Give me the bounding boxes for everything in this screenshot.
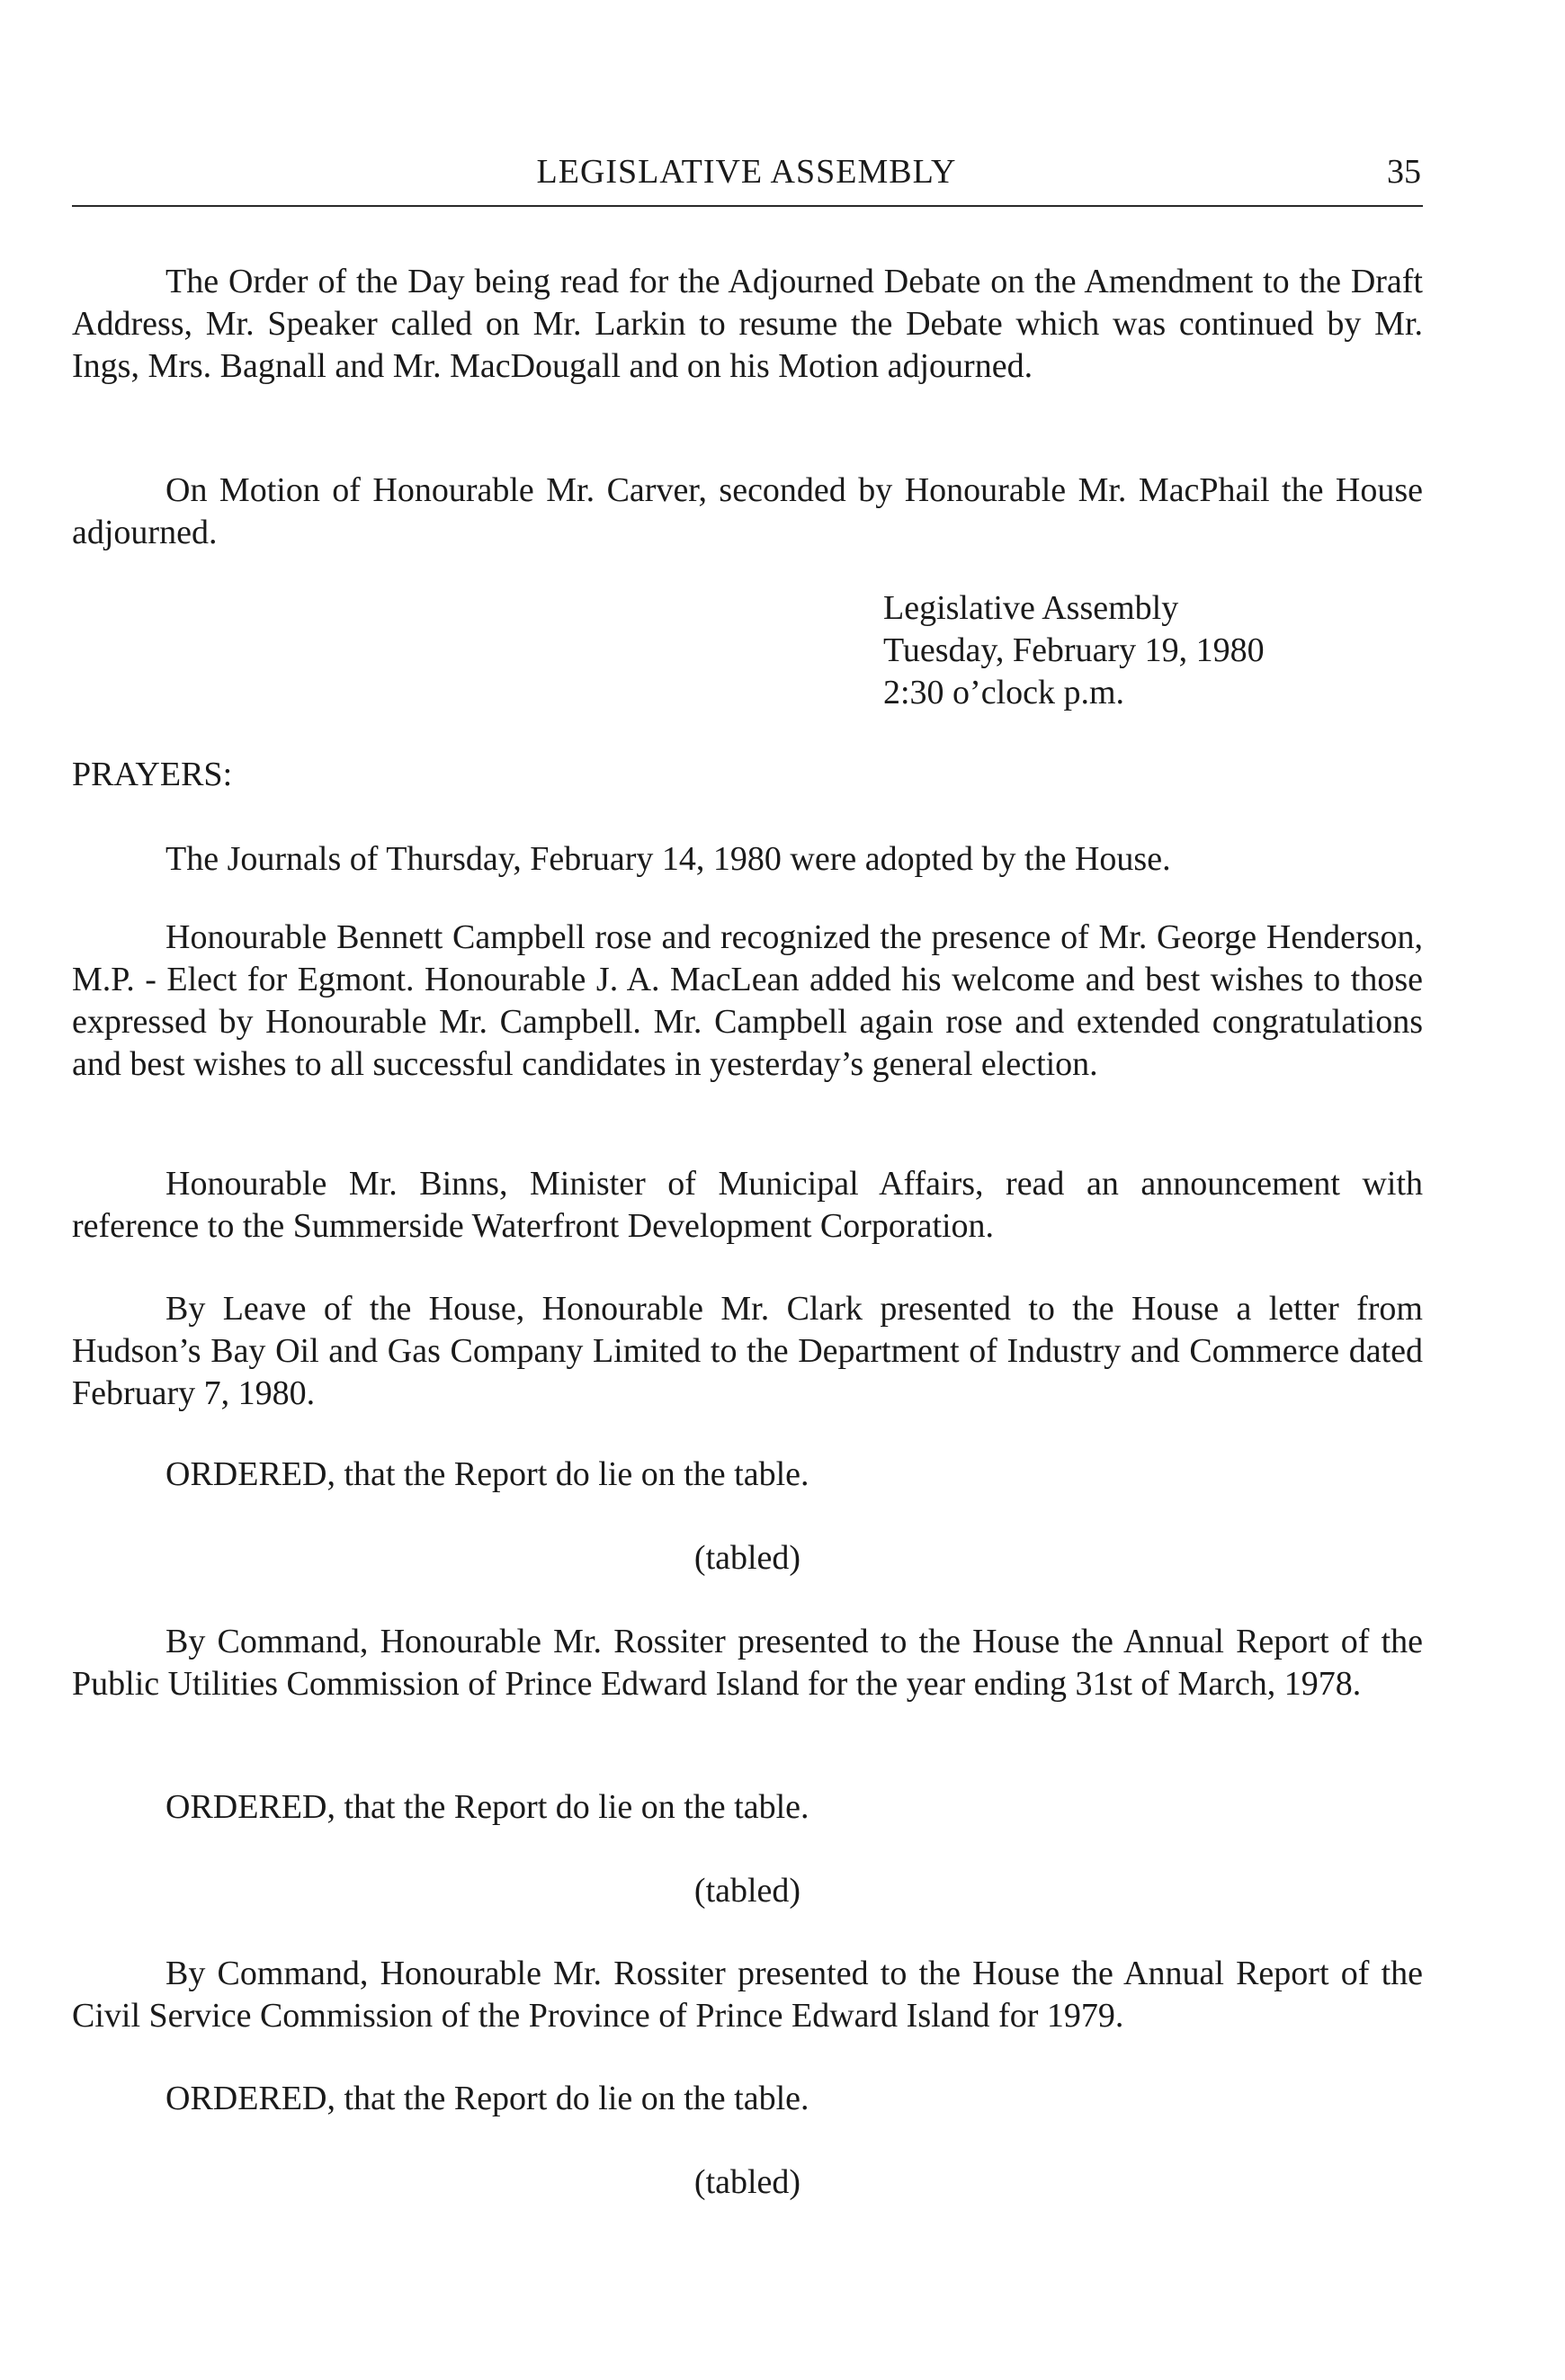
header-rule	[72, 205, 1423, 207]
tabled-note: (tabled)	[693, 1539, 801, 1577]
running-header	[72, 149, 1421, 194]
paragraph-campbell-welcome: Honourable Bennett Campbell rose and recognized the presence of Mr. George Henderson, M.P. - Elect for Egmont. Honourable J. A. MacLean added his welcome and best wishes to those expressed by Honourable Mr. Campbell. Mr. Campbell again rose and extended congratulations and best wishes to all successful candidates in yesterday’s general election.	[72, 918, 1423, 1083]
paragraph-utilities-report: By Command, Honourable Mr. Rossiter presented to the House the Annual Report of the Public Utilities Commission of Prince Edward Island for the year ending 31st of March, 1978.	[72, 1623, 1423, 1703]
dateline-time: 2:30 o’clock p.m.	[883, 674, 1125, 711]
page-number: 35	[1387, 153, 1421, 191]
running-title: LEGISLATIVE ASSEMBLY	[536, 153, 957, 191]
tabled-note: (tabled)	[693, 1872, 801, 1910]
ordered-line: ORDERED, that the Report do lie on the table.	[165, 2080, 809, 2117]
paragraph-civil-service-report: By Command, Honourable Mr. Rossiter presented to the House the Annual Report of the Civil Service Commission of the Province of Prince Edward Island for 1979.	[72, 1955, 1423, 2035]
ordered-line: ORDERED, that the Report do lie on the table.	[165, 1788, 809, 1826]
paragraph-journals-adopted: The Journals of Thursday, February 14, 1980 were adopted by the House.	[165, 840, 1171, 878]
paragraph-binns-announcement: Honourable Mr. Binns, Minister of Municipal Affairs, read an announcement with reference to the Summerside Waterfront Development Corporation.	[72, 1165, 1423, 1245]
prayers-heading: PRAYERS:	[72, 756, 233, 793]
dateline-date: Tuesday, February 19, 1980	[883, 631, 1265, 669]
sitting-dateline	[883, 587, 1265, 714]
tabled-note: (tabled)	[693, 2163, 801, 2201]
dateline-assembly: Legislative Assembly	[883, 589, 1179, 627]
paragraph-adjourned-debate: The Order of the Day being read for the Adjourned Debate on the Amendment to the Draft Address, Mr. Speaker called on Mr. Larkin to resume the Debate which was continued by Mr. Ings, Mrs. Bagnall and Mr. MacDougall and on his Motion adjourned.	[72, 263, 1423, 385]
paragraph-clark-letter: By Leave of the House, Honourable Mr. Clark presented to the House a letter from Hudson’s Bay Oil and Gas Company Limited to the Department of Industry and Commerce dated February 7, 1980.	[72, 1290, 1423, 1412]
ordered-line: ORDERED, that the Report do lie on the table.	[165, 1455, 809, 1493]
paragraph-house-adjourned: On Motion of Honourable Mr. Carver, seconded by Honourable Mr. MacPhail the House adjourned.	[72, 471, 1423, 551]
